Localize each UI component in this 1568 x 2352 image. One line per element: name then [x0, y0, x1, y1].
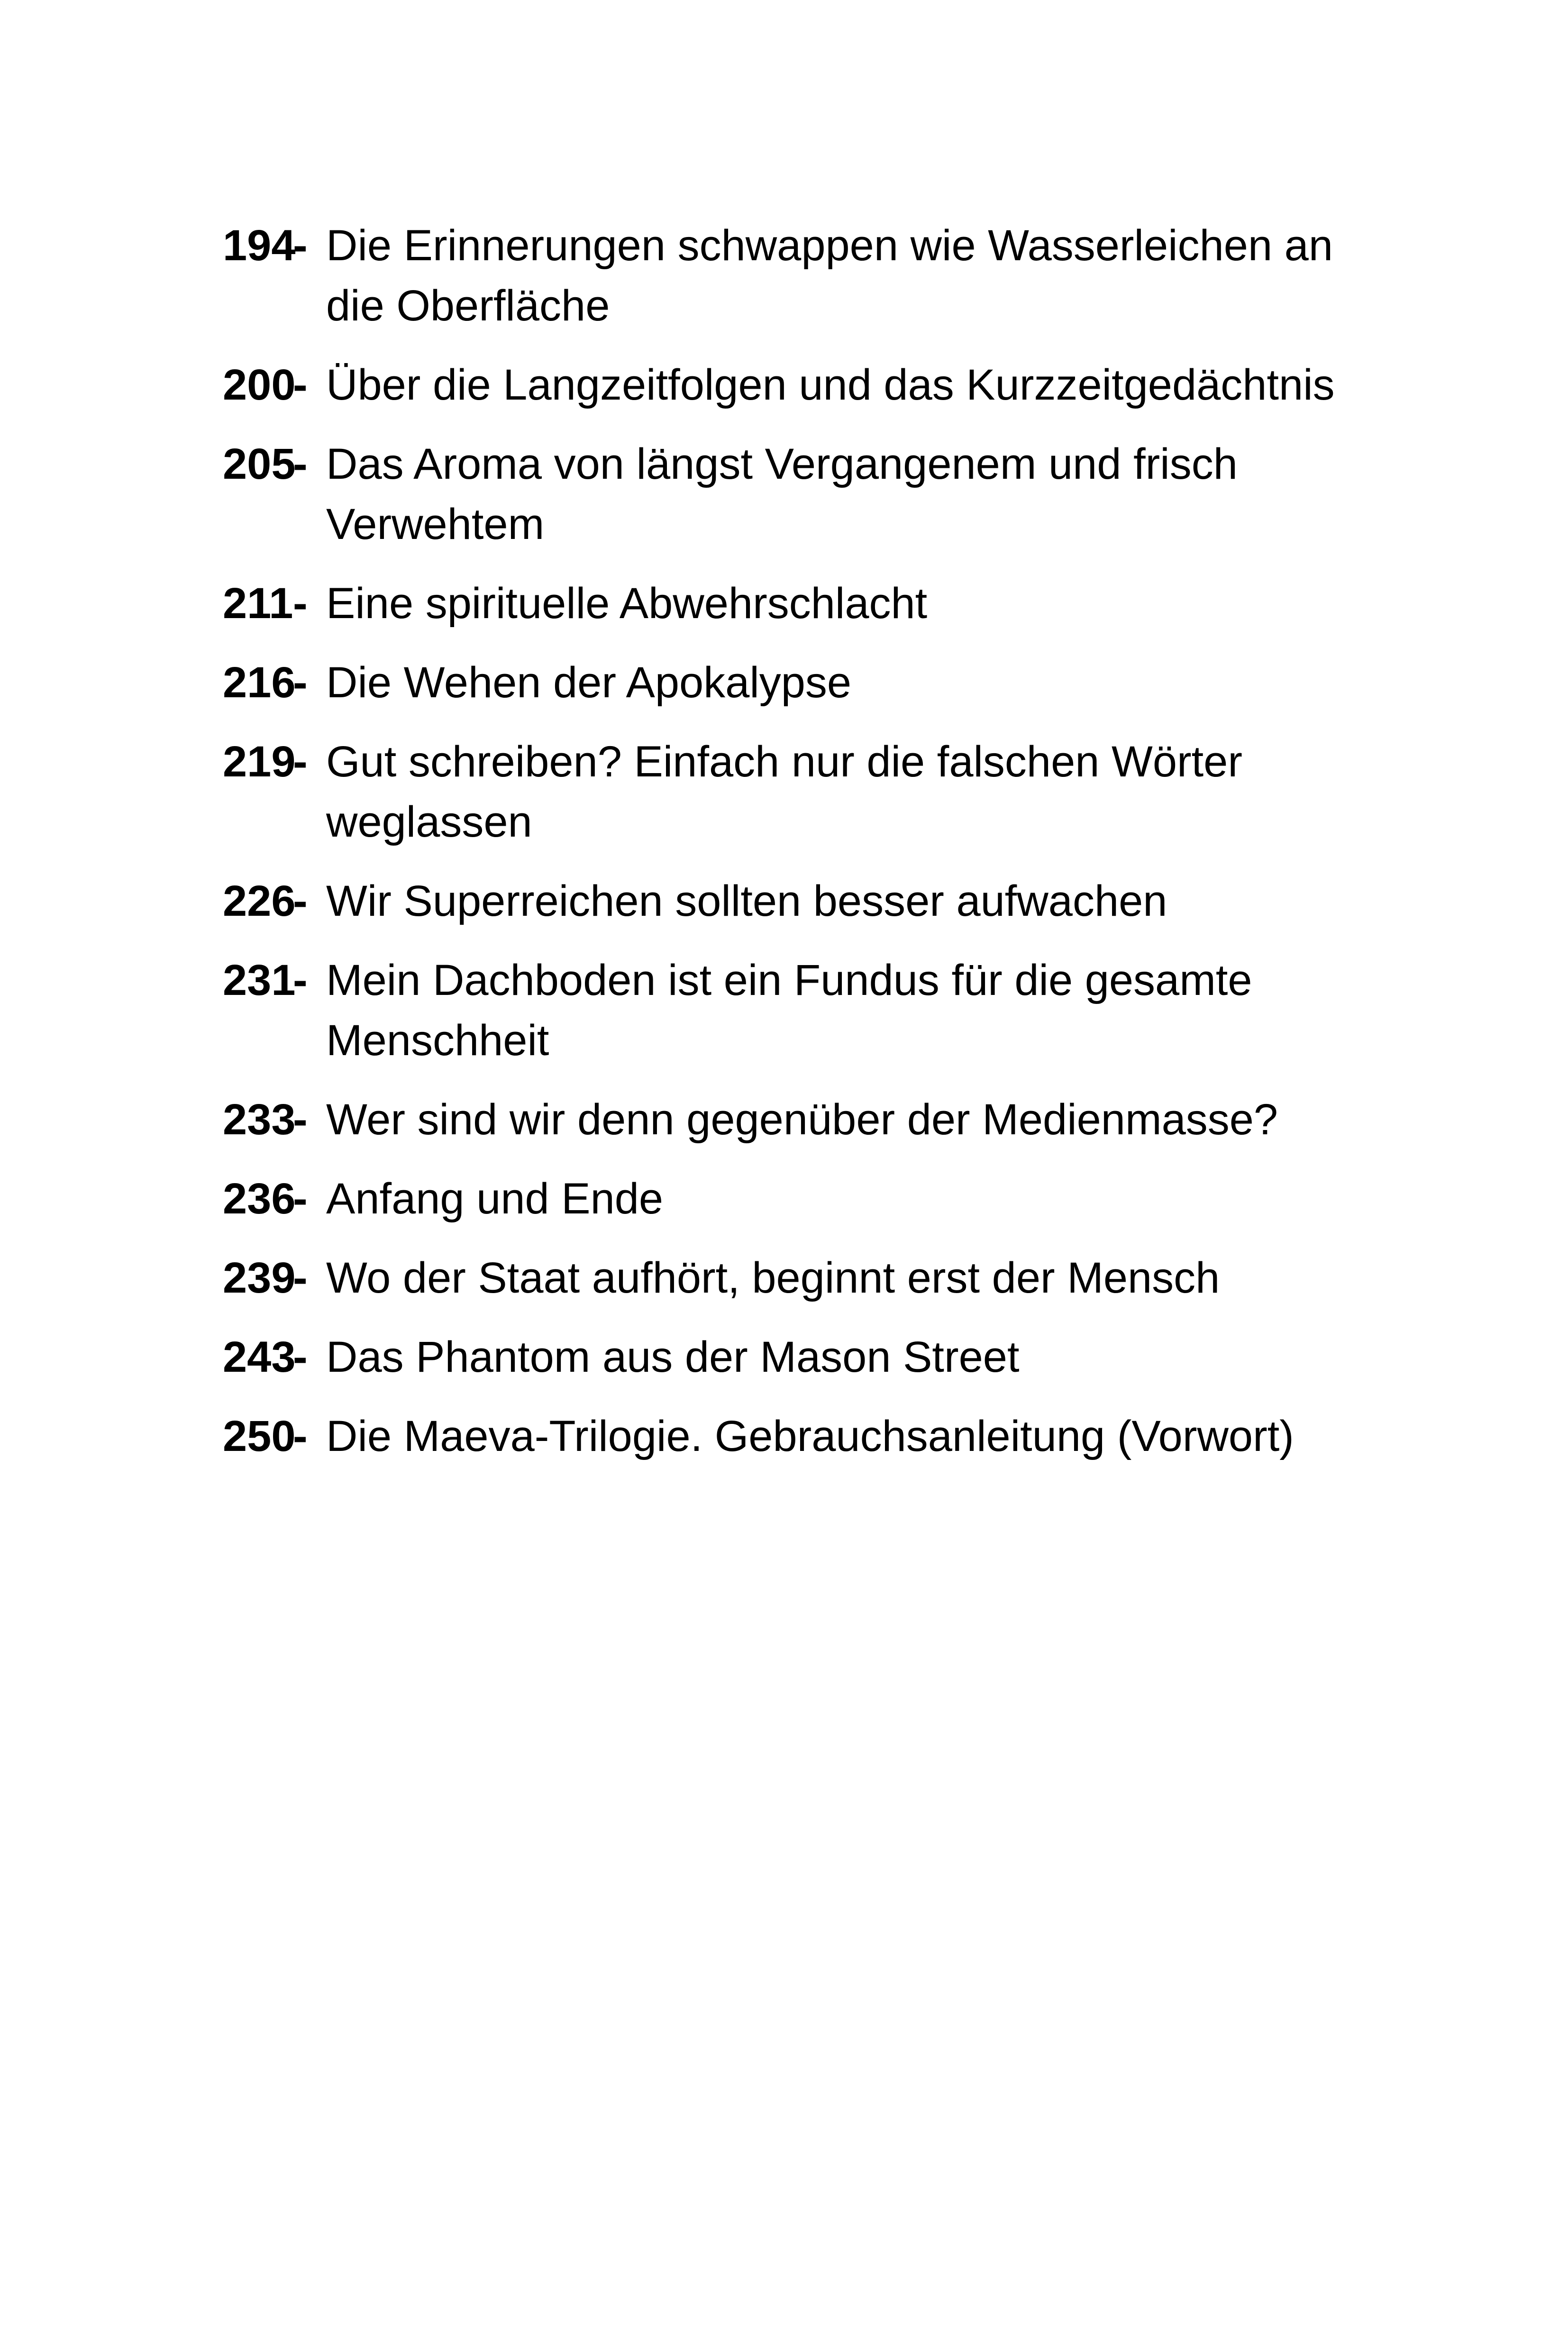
toc-entry-page: 239: [223, 1254, 296, 1302]
toc-entry: 226 - Wir Superreichen sollten besser aufwachen: [223, 871, 1384, 931]
toc-entry-title: Anfang und Ende: [326, 1175, 664, 1223]
toc-entry-page: 219: [223, 738, 296, 786]
toc-entry-title: Mein Dachboden ist ein Fundus für die gesamte Menschheit: [326, 956, 1252, 1065]
toc-entry-page: 236: [223, 1175, 296, 1223]
toc-entry: 211 - Eine spirituelle Abwehrschlacht: [223, 574, 1384, 634]
toc-entry: 239 - Wo der Staat aufhört, beginnt erst der Mensch: [223, 1248, 1384, 1308]
toc-entry-title: Gut schreiben? Einfach nur die falschen Wörter weglassen: [326, 738, 1242, 846]
toc-entry: 219 - Gut schreiben? Einfach nur die falschen Wörter weglassen: [223, 732, 1384, 852]
toc-entry: 216 - Die Wehen der Apokalypse: [223, 653, 1384, 713]
table-of-contents: [223, 216, 1384, 1486]
toc-entry-title: Wo der Staat aufhört, beginnt erst der Mensch: [326, 1254, 1220, 1302]
toc-entry-page: 233: [223, 1095, 296, 1144]
toc-entry-page: 194: [223, 221, 296, 270]
toc-entry-page: 205: [223, 440, 296, 488]
toc-entry-page: 231: [223, 956, 296, 1004]
toc-entry: 243 - Das Phantom aus der Mason Street: [223, 1327, 1384, 1387]
toc-entry-title: Die Wehen der Apokalypse: [326, 658, 852, 707]
toc-entry-page: 250: [223, 1412, 296, 1460]
toc-entry: 200 - Über die Langzeitfolgen und das Kurzzeitgedächtnis: [223, 355, 1384, 415]
toc-entry-title: Das Aroma von längst Vergangenem und frisch Verwehtem: [326, 440, 1238, 548]
toc-entry-page: 216: [223, 658, 296, 707]
toc-entry-title: Wer sind wir denn gegenüber der Medienmasse?: [326, 1095, 1278, 1144]
toc-entry-page: 226: [223, 877, 296, 925]
toc-entry: 194 - Die Erinnerungen schwappen wie Wasserleichen an die Oberfläche: [223, 216, 1384, 336]
toc-entry-page: 243: [223, 1333, 296, 1381]
toc-entry-title: Über die Langzeitfolgen und das Kurzzeitgedächtnis: [326, 361, 1335, 409]
toc-entry-title: Das Phantom aus der Mason Street: [326, 1333, 1020, 1381]
toc-entry: 205 - Das Aroma von längst Vergangenem und frisch Verwehtem: [223, 434, 1384, 555]
toc-entry: 231 - Mein Dachboden ist ein Fundus für die gesamte Menschheit: [223, 950, 1384, 1071]
toc-entry-title: Eine spirituelle Abwehrschlacht: [326, 579, 928, 628]
toc-entry-page: 211: [223, 579, 293, 628]
toc-entry-title: Die Maeva-Trilogie. Gebrauchsanleitung (Vorwort): [326, 1412, 1294, 1460]
toc-entry: 233 - Wer sind wir denn gegenüber der Medienmasse?: [223, 1090, 1384, 1150]
toc-entry-title: Wir Superreichen sollten besser aufwachen: [326, 877, 1167, 925]
toc-entry-page: 200: [223, 361, 296, 409]
toc-entry: 250 - Die Maeva-Trilogie. Gebrauchsanleitung (Vorwort): [223, 1406, 1384, 1467]
toc-entry: 236 - Anfang und Ende: [223, 1169, 1384, 1229]
toc-entry-title: Die Erinnerungen schwappen wie Wasserleichen an die Oberfläche: [326, 221, 1333, 330]
